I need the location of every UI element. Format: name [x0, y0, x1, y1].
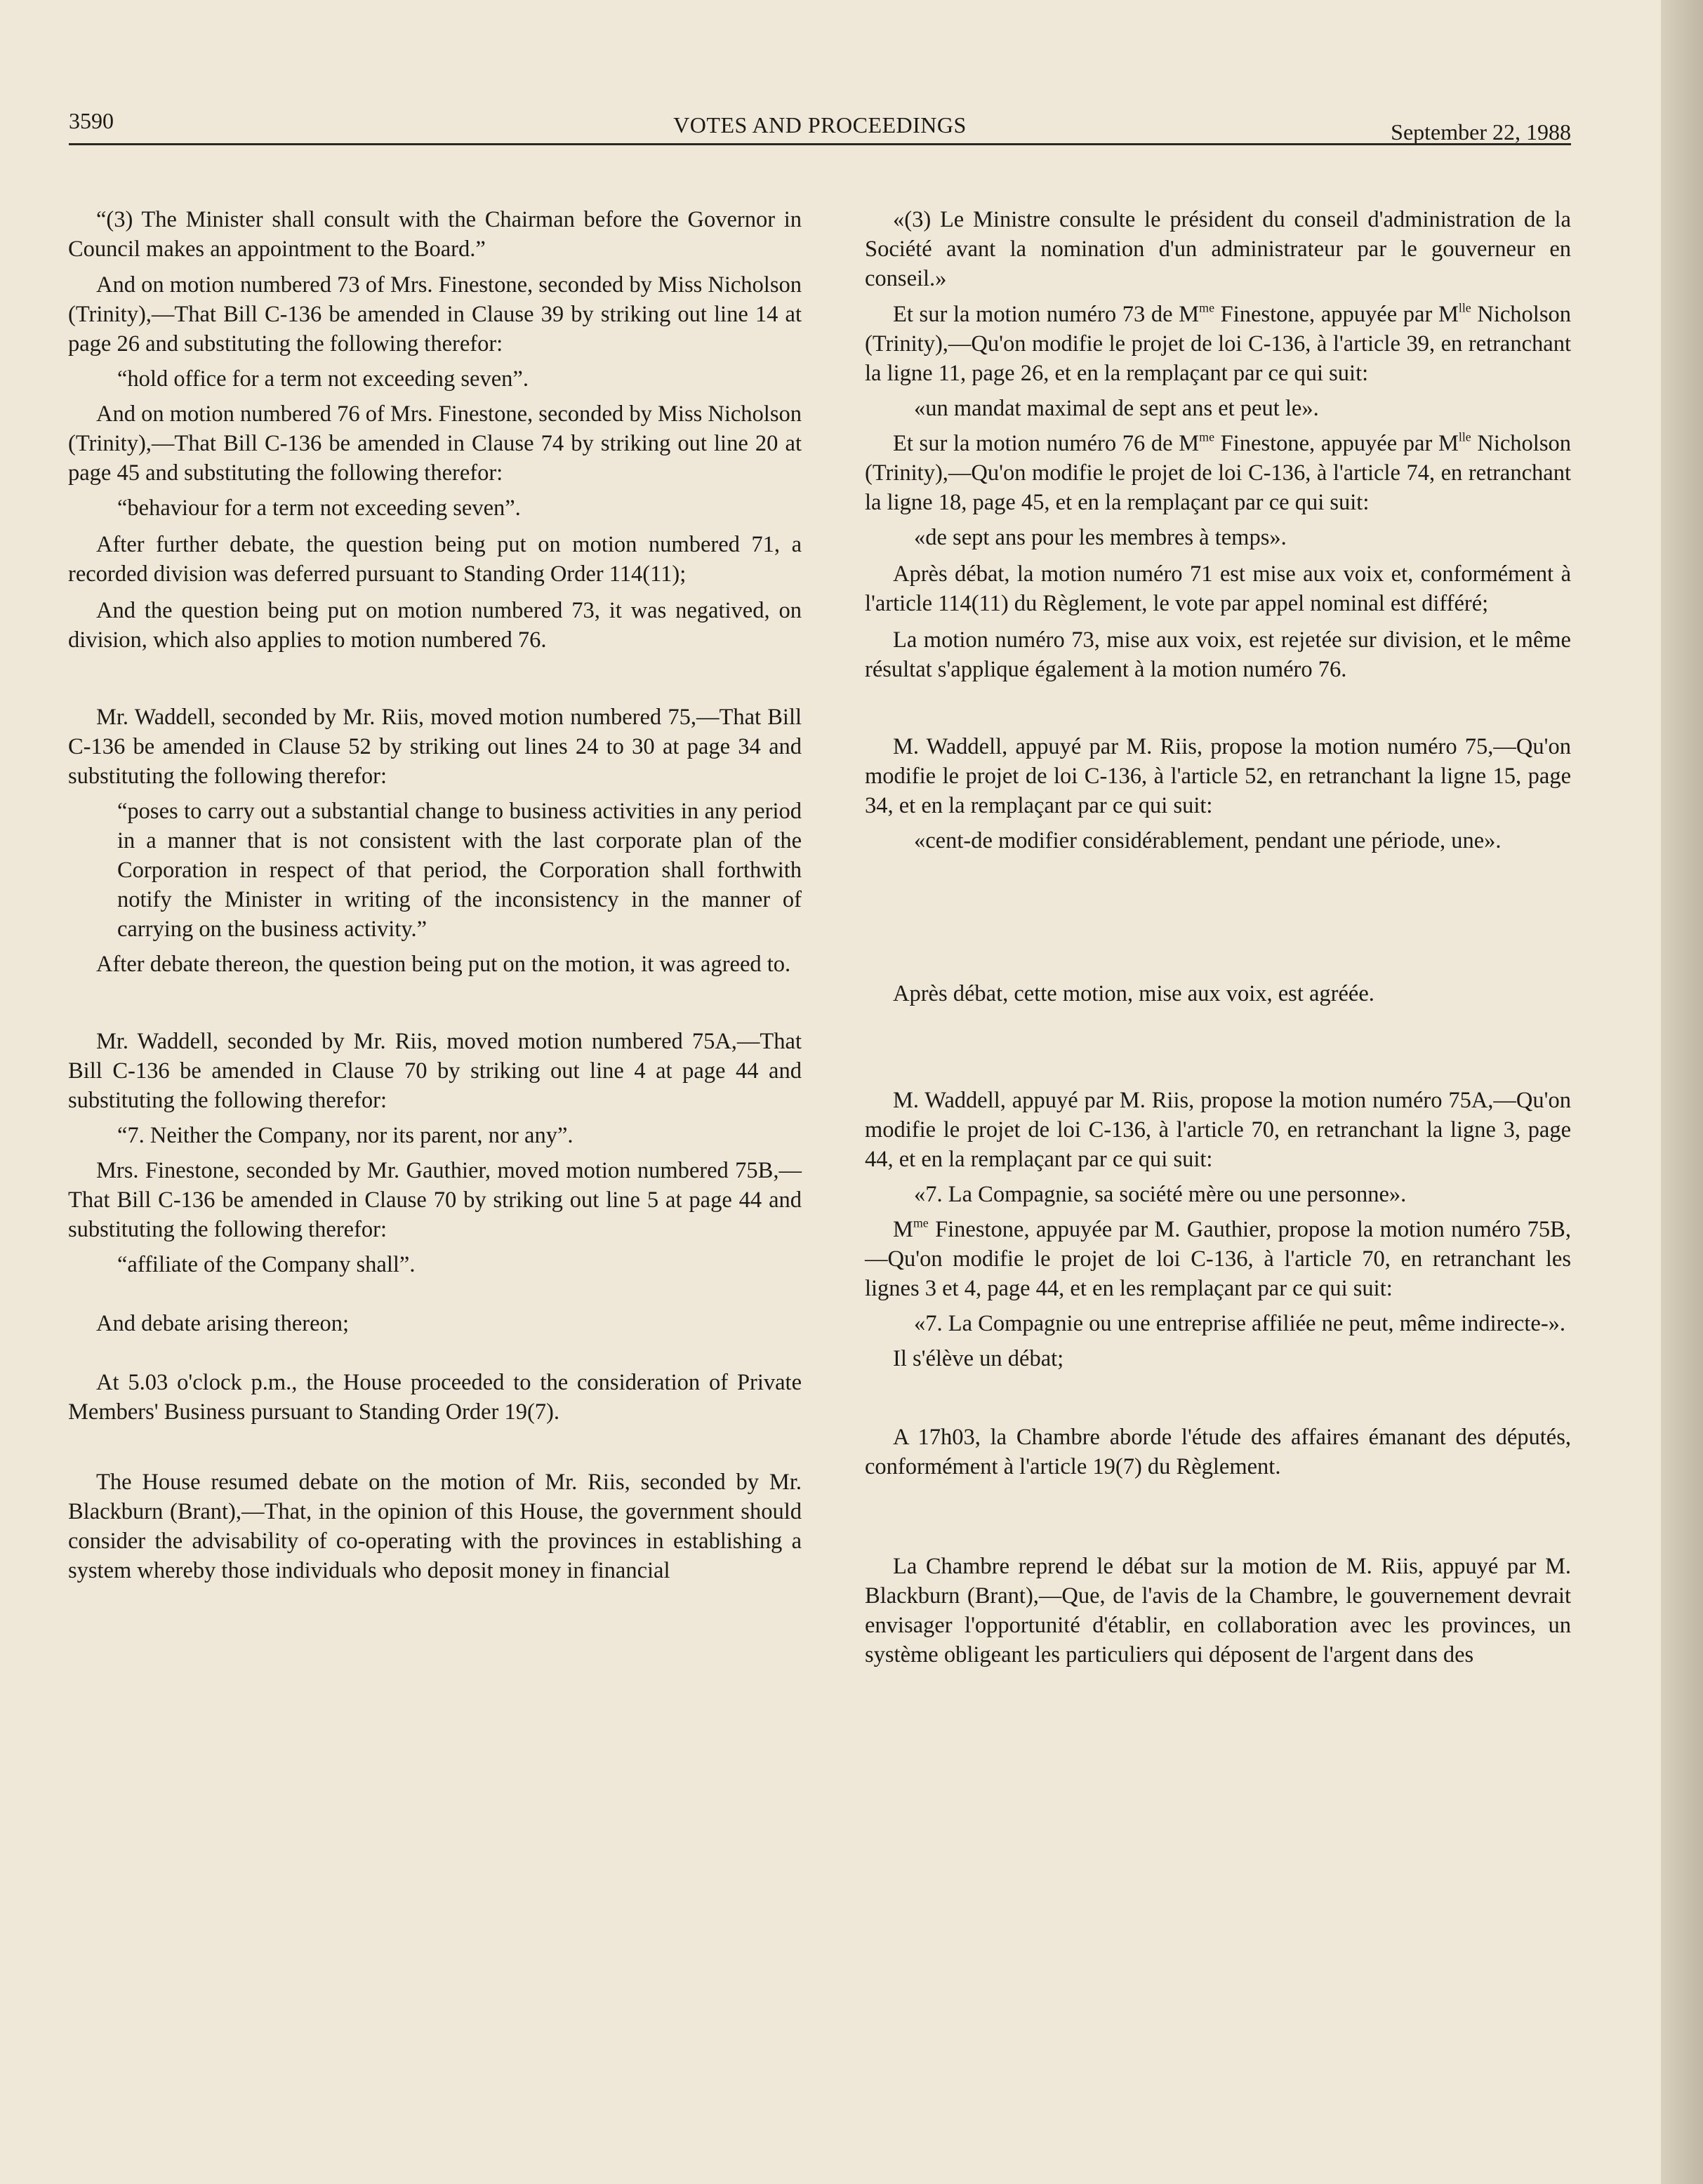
fr-quote-ministre: «(3) Le Ministre consulte le président du conseil d'administration de la Société avant la nomination d'un administrateur par le gouverneur en conseil.»	[865, 207, 1571, 291]
fr-motion-73	[865, 300, 1571, 388]
page-date: September 22, 1988	[1391, 119, 1571, 145]
running-title: VOTES AND PROCEEDINGS	[673, 112, 967, 138]
en-quote-75: “poses to carry out a substantial change to business activities in any period in a manner that is not consistent with the last corporate plan of the Corporation in respect of that period, the Corporation shall forthwith notify the Minister in writing of the inconsistency in the manner of carrying on the business activity.”	[117, 799, 802, 942]
fr-quote-73: «un mandat maximal de sept ans et peut le».	[914, 396, 1319, 421]
fr-motion-73-tail: Nicholson (Trinity),—Qu'on modifie le projet de loi C-136, à l'article 39, en retranchant la ligne 11, page 26, et en la remplaçant par ce qui suit:	[865, 302, 1571, 386]
en-motion-75-agreed: After debate thereon, the question being put on the motion, it was agreed to.	[96, 952, 791, 977]
fr-motion-73-sup2: lle	[1458, 300, 1471, 315]
fr-motion-73-mid: Finestone, appuyée par M	[1214, 302, 1459, 327]
fr-motion-75b-sup: me	[913, 1216, 929, 1230]
fr-motion-75b	[865, 1215, 1571, 1303]
fr-quote-75b: «7. La Compagnie ou une entreprise affiliée ne peut, même indirecte-».	[914, 1311, 1566, 1336]
fr-motion-76-lead: Et sur la motion numéro 76 de M	[893, 431, 1200, 456]
fr-motion-76-tail: Nicholson (Trinity),—Qu'on modifie le projet de loi C-136, à l'article 74, en retranchant la ligne 18, page 45, et en la remplaçant par ce qui suit:	[865, 431, 1571, 515]
en-motion-75b: Mrs. Finestone, seconded by Mr. Gauthier, moved motion numbered 75B,—That Bill C-136 be amended in Clause 70 by striking out line 5 at page 44 and substituting the following therefor:	[68, 1158, 802, 1242]
french-column	[865, 205, 1571, 1670]
fr-motion-75a: M. Waddell, appuyé par M. Riis, propose la motion numéro 75A,—Qu'on modifie le projet de loi C-136, à l'article 70, en retranchant la ligne 3, page 44, et en la remplaçant par ce qui suit:	[865, 1088, 1571, 1172]
en-quote-73: “hold office for a term not exceeding seven”.	[117, 366, 529, 392]
en-quote-76: “behaviour for a term not exceeding seven”.	[117, 495, 521, 521]
fr-motion-76-sup2: lle	[1458, 430, 1471, 444]
fr-motion-71-differe: Après débat, la motion numéro 71 est mise aux voix et, conformément à l'article 114(11) du Règlement, le vote par appel nominal est différé;	[865, 561, 1571, 616]
header-rule	[69, 143, 1571, 145]
fr-motion-73-lead: Et sur la motion numéro 73 de M	[893, 302, 1200, 327]
fr-debat: Il s'élève un débat;	[893, 1346, 1064, 1371]
fr-motion-76-mid: Finestone, appuyée par M	[1214, 431, 1459, 456]
fr-motion-76-sup1: me	[1199, 430, 1214, 444]
fr-motion-75-agreee: Après débat, cette motion, mise aux voix, est agréée.	[893, 981, 1374, 1006]
en-motion-76: And on motion numbered 76 of Mrs. Finestone, seconded by Miss Nicholson (Trinity),—That Bill C-136 be amended in Clause 74 by striking out line 20 at page 45 and substituting the following therefor:	[68, 401, 802, 486]
en-resumed-debate: The House resumed debate on the motion of Mr. Riis, seconded by Mr. Blackburn (Brant),—That, in the opinion of this House, the government should consider the advisability of co-operating with the provinces in establishing a system whereby those individuals who deposit money in financial	[68, 1470, 802, 1583]
fr-quote-75a: «7. La Compagnie, sa société mère ou une personne».	[914, 1182, 1407, 1207]
fr-motion-73-rejetee: La motion numéro 73, mise aux voix, est rejetée sur division, et le même résultat s'applique également à la motion numéro 76.	[865, 627, 1571, 682]
fr-quote-75: «cent-de modifier considérablement, pendant une période, une».	[914, 828, 1502, 853]
page-number: 3590	[69, 108, 114, 133]
en-motion-71-deferred: After further debate, the question being put on motion numbered 71, a recorded division was deferred pursuant to Standing Order 114(11);	[68, 532, 802, 587]
fr-motion-75b-tail: Finestone, appuyée par M. Gauthier, propose la motion numéro 75B,—Qu'on modifie le projet de loi C-136, à l'article 70, en retranchant les lignes 3 et 4, page 44, et en les remplaçant par ce qui suit:	[865, 1217, 1571, 1301]
english-column	[68, 205, 802, 1585]
fr-motion-76	[865, 429, 1571, 517]
en-motion-75a: Mr. Waddell, seconded by Mr. Riis, moved motion numbered 75A,—That Bill C-136 be amended in Clause 70 by striking out line 4 at page 44 and substituting the following therefor:	[68, 1029, 802, 1113]
en-private-members-business: At 5.03 o'clock p.m., the House proceeded to the consideration of Private Members' Business pursuant to Standing Order 19(7).	[68, 1370, 802, 1425]
fr-motion-75b-lead: M	[893, 1217, 913, 1242]
en-quote-minister-consult: “(3) The Minister shall consult with the Chairman before the Governor in Council makes an appointment to the Board.”	[68, 207, 802, 262]
fr-motion-75: M. Waddell, appuyé par M. Riis, propose la motion numéro 75,—Qu'on modifie le projet de loi C-136, à l'article 52, en retranchant la ligne 15, page 34, et en la remplaçant par ce qui suit:	[865, 734, 1571, 818]
en-quote-75b: “affiliate of the Company shall”.	[117, 1252, 416, 1277]
en-debate-arising: And debate arising thereon;	[96, 1311, 350, 1336]
en-quote-75a: “7. Neither the Company, nor its parent, nor any”.	[117, 1123, 574, 1148]
fr-reprise-debat: La Chambre reprend le débat sur la motion de M. Riis, appuyé par M. Blackburn (Brant),—Que, de l'avis de la Chambre, le gouvernement devrait envisager l'opportunité d'établir, en collaboration avec les provinces, un système obligeant les particuliers qui déposent de l'argent dans des	[865, 1554, 1571, 1667]
en-motion-73-negatived: And the question being put on motion numbered 73, it was negatived, on division, which also applies to motion numbered 76.	[68, 598, 802, 653]
fr-quote-76: «de sept ans pour les membres à temps».	[914, 525, 1287, 550]
page-binding-edge	[1661, 0, 1703, 2184]
fr-motion-73-sup1: me	[1199, 300, 1214, 315]
en-motion-73: And on motion numbered 73 of Mrs. Finestone, seconded by Miss Nicholson (Trinity),—That Bill C-136 be amended in Clause 39 by striking out line 14 at page 26 and substituting the following therefor:	[68, 272, 802, 357]
fr-affaires-deputes: A 17h03, la Chambre aborde l'étude des affaires émanant des députés, conformément à l'article 19(7) du Règlement.	[865, 1425, 1571, 1479]
en-motion-75: Mr. Waddell, seconded by Mr. Riis, moved motion numbered 75,—That Bill C-136 be amended in Clause 52 by striking out lines 24 to 30 at page 34 and substituting the following therefor:	[68, 705, 802, 789]
page-header	[69, 104, 1571, 146]
